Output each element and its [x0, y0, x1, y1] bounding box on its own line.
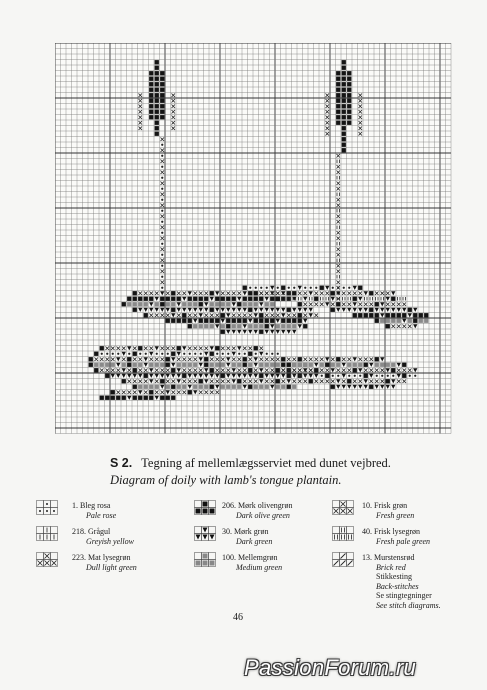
legend-swatch-icon [36, 500, 58, 516]
cross-stitch-chart [55, 43, 455, 438]
caption-english: Diagram of doily with lamb's tongue plantain. [110, 473, 342, 487]
caption-danish: Tegning af mellemlægsserviet med dunet vejbred. [141, 456, 391, 470]
symbol-legend: 1. Bleg rosa Pale rose 218. Grågul Greyish yellow 223. Mat lysegrøn Dull light green 206. Mørk olivengrøn Dark olive green 30. Mørk grøn Dark green 100. Mellemgrøn Medium green 10. Frisk grøn Fresh green 40. Frisk lysegrøn Fresh pale green 13. Murstensrød Brick red Stikkesting Back-stitches Se stingtegninger See stitch diagrams. [36, 500, 466, 610]
chart-grid [55, 43, 455, 438]
watermark-logo: PassionForum.ru [244, 655, 417, 680]
legend-swatch-icon [194, 552, 216, 568]
page-number: 46 [233, 612, 243, 623]
legend-swatch-icon [332, 552, 354, 568]
caption-danish-line [110, 455, 430, 472]
stitch-diagram-note-en: See stitch diagrams. [376, 600, 441, 610]
backstitch-label-en: Back-stitches [376, 581, 419, 591]
backstitch-label: Stikkesting [376, 572, 413, 581]
legend-swatch-icon [36, 552, 58, 568]
figure-number: S 2. [110, 456, 133, 470]
legend-swatch-icon [194, 500, 216, 516]
stitch-diagram-note: Se stingtegninger [376, 591, 432, 600]
legend-swatch-icon [332, 500, 354, 516]
legend-swatch-icon [36, 526, 58, 542]
legend-swatch-icon [194, 526, 216, 542]
legend-swatch-icon [332, 526, 354, 542]
figure-caption [110, 455, 430, 489]
